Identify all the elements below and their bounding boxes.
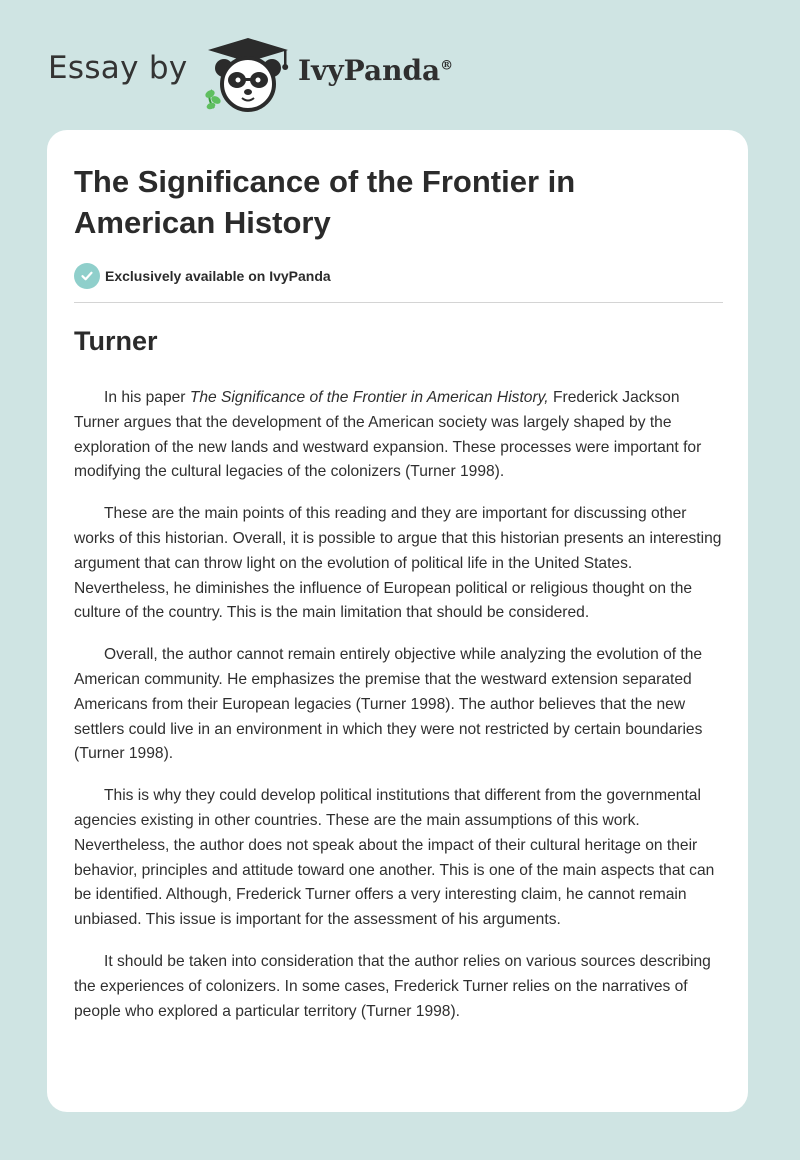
- paragraph: These are the main points of this reading and they are important for discussing other works of this historian. Overall, it is possible to argue that this historian presents an interesting argument that can throw light on the evolution of political life in the United States. Nevertheless, he diminishes the influence of European political or religious thought on the culture of the country. This is the main limitation that should be considered.: [74, 505, 722, 622]
- essay-by-label: Essay by: [48, 50, 188, 86]
- brand-label: IvyPanda: [298, 54, 441, 87]
- registered-mark: ®: [440, 58, 454, 74]
- paragraph: This is why they could develop political institutions that different from the governmental agencies existing in other countries. These are the main assumptions of this work. Nevertheless, the author does not speak about the impact of their cultural heritage on their behavior, principles and attitude toward one another. This is one of the main aspects that can be identified. Although, Frederick Turner offers a very interesting claim, he cannot remain unbiased. This issue is important for the assessment of his arguments.: [74, 787, 715, 929]
- check-icon: [74, 263, 100, 289]
- paragraph: It should be taken into consideration that the author relies on various sources describing the experiences of colonizers. In some cases, Frederick Turner relies on the narratives of people who explored a particular territory (Turner 1998).: [74, 952, 711, 1020]
- paragraph: [74, 386, 724, 485]
- badge-label: Exclusively available on IvyPanda: [105, 268, 331, 284]
- exclusive-badge: [74, 263, 331, 289]
- site-header: [48, 34, 748, 114]
- paragraph: Overall, the author cannot remain entirely objective while analyzing the evolution of the American community. He emphasizes the premise that the westward extension separated Americans from their European legacies (Turner 1998). The author believes that the new settlers could live in an environment in which they were not restricted by certain boundaries (Turner 1998).: [74, 646, 703, 763]
- paper-title: The Significance of the Frontier in American History,: [189, 389, 549, 406]
- divider: [74, 302, 723, 303]
- paragraph-text: Frederick Jackson Turner argues that the development of the American society was largely shaped by the exploration of the new lands and westward expansion. These processes were important for modifying the cultural legacies of the colonizers (Turner 1998).: [74, 389, 702, 481]
- ivypanda-logo-icon[interactable]: [202, 34, 294, 114]
- section-heading: Turner: [74, 326, 158, 356]
- essay-card: [47, 130, 748, 1112]
- paragraph-prefix: In his paper: [104, 389, 190, 406]
- brand-name[interactable]: [298, 54, 453, 87]
- page-title: The Significance of the Frontier in American History: [74, 164, 576, 240]
- article-body: [74, 386, 724, 1041]
